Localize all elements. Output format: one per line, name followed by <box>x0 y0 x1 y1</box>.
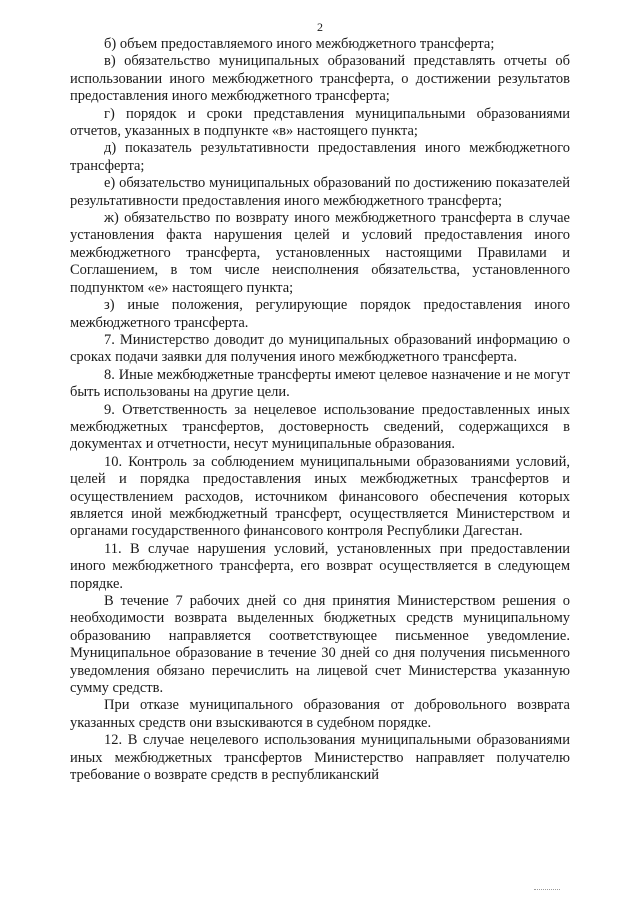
document-body <box>70 36 570 784</box>
paragraph-clause-11: 11. В случае нарушения условий, установленных при предоставлении иного межбюджетного трансферта, его возврат осуществляется в следующем порядке. <box>70 540 570 592</box>
paragraph-clause-11-procedure: В течение 7 рабочих дней со дня принятия Министерством решения о необходимости возврата выделенных бюджетных средств муниципальному образованию направляется соответствующее письменное уведомление. Муниципальное образование в течение 30 дней со дня получения письменного уведомления обязано перечислить на лицевой счет Министерства указанную сумму средств. <box>70 593 570 697</box>
paragraph-item-d: д) показатель результативности предоставления иного межбюджетного трансферта; <box>70 140 570 174</box>
paragraph-clause-7: 7. Министерство доводит до муниципальных образований информацию о сроках подачи заявки для получения иного межбюджетного трансферта. <box>70 331 570 366</box>
paragraph-item-b: б) объем предоставляемого иного межбюджетного трансферта; <box>104 36 495 52</box>
paragraph-clause-12: 12. В случае нецелевого использования муниципальными образованиями иных межбюджетных трансфертов Министерство направляет получателю требование о возврате средств в республиканский <box>70 732 570 784</box>
page-number: 2 <box>317 20 323 34</box>
paragraph-clause-8: 8. Иные межбюджетные трансферты имеют целевое назначение и не могут быть использованы на другие цели. <box>70 366 570 401</box>
scan-artifact <box>534 889 560 891</box>
paragraph-clause-10: 10. Контроль за соблюдением муниципальными образованиями условий, целей и порядка предоставления иных межбюджетных трансфертов и осуществлением расходов, источником финансового обеспечения которых является иной межбюджетный трансферт, осуществляется Министерством и органами государственного финансового контроля Республики Дагестан. <box>70 453 570 540</box>
paragraph-item-e: е) обязательство муниципальных образований по достижению показателей результативности предоставления иного межбюджетного трансферта; <box>70 175 570 209</box>
paragraph-item-g: г) порядок и сроки представления муниципальными образованиями отчетов, указанных в подпункте «в» настоящего пункта; <box>70 105 570 140</box>
paragraph-item-zh: ж) обязательство по возврату иного межбюджетного трансферта в случае установления факта нарушения целей и условий предоставления иного межбюджетного трансферта, установленных настоящими Правилами и Соглашением, в том числе неисполнения обязательства, установленного подпунктом «е» настоящего пункта; <box>70 210 570 296</box>
paragraph-clause-9: 9. Ответственность за нецелевое использование предоставленных иных межбюджетных трансфертов, достоверность сведений, содержащихся в документах и отчетности, несут муниципальные образования. <box>70 401 570 453</box>
paragraph-item-v: в) обязательство муниципальных образований представлять отчеты об использовании иного межбюджетного трансферта, о достижении результатов предоставления иного межбюджетного трансферта; <box>70 53 570 105</box>
paragraph-clause-11-refusal: При отказе муниципального образования от добровольного возврата указанных средств они взыскиваются в судебном порядке. <box>70 697 570 731</box>
paragraph-item-z: з) иные положения, регулирующие порядок предоставления иного межбюджетного трансферта. <box>70 297 570 331</box>
